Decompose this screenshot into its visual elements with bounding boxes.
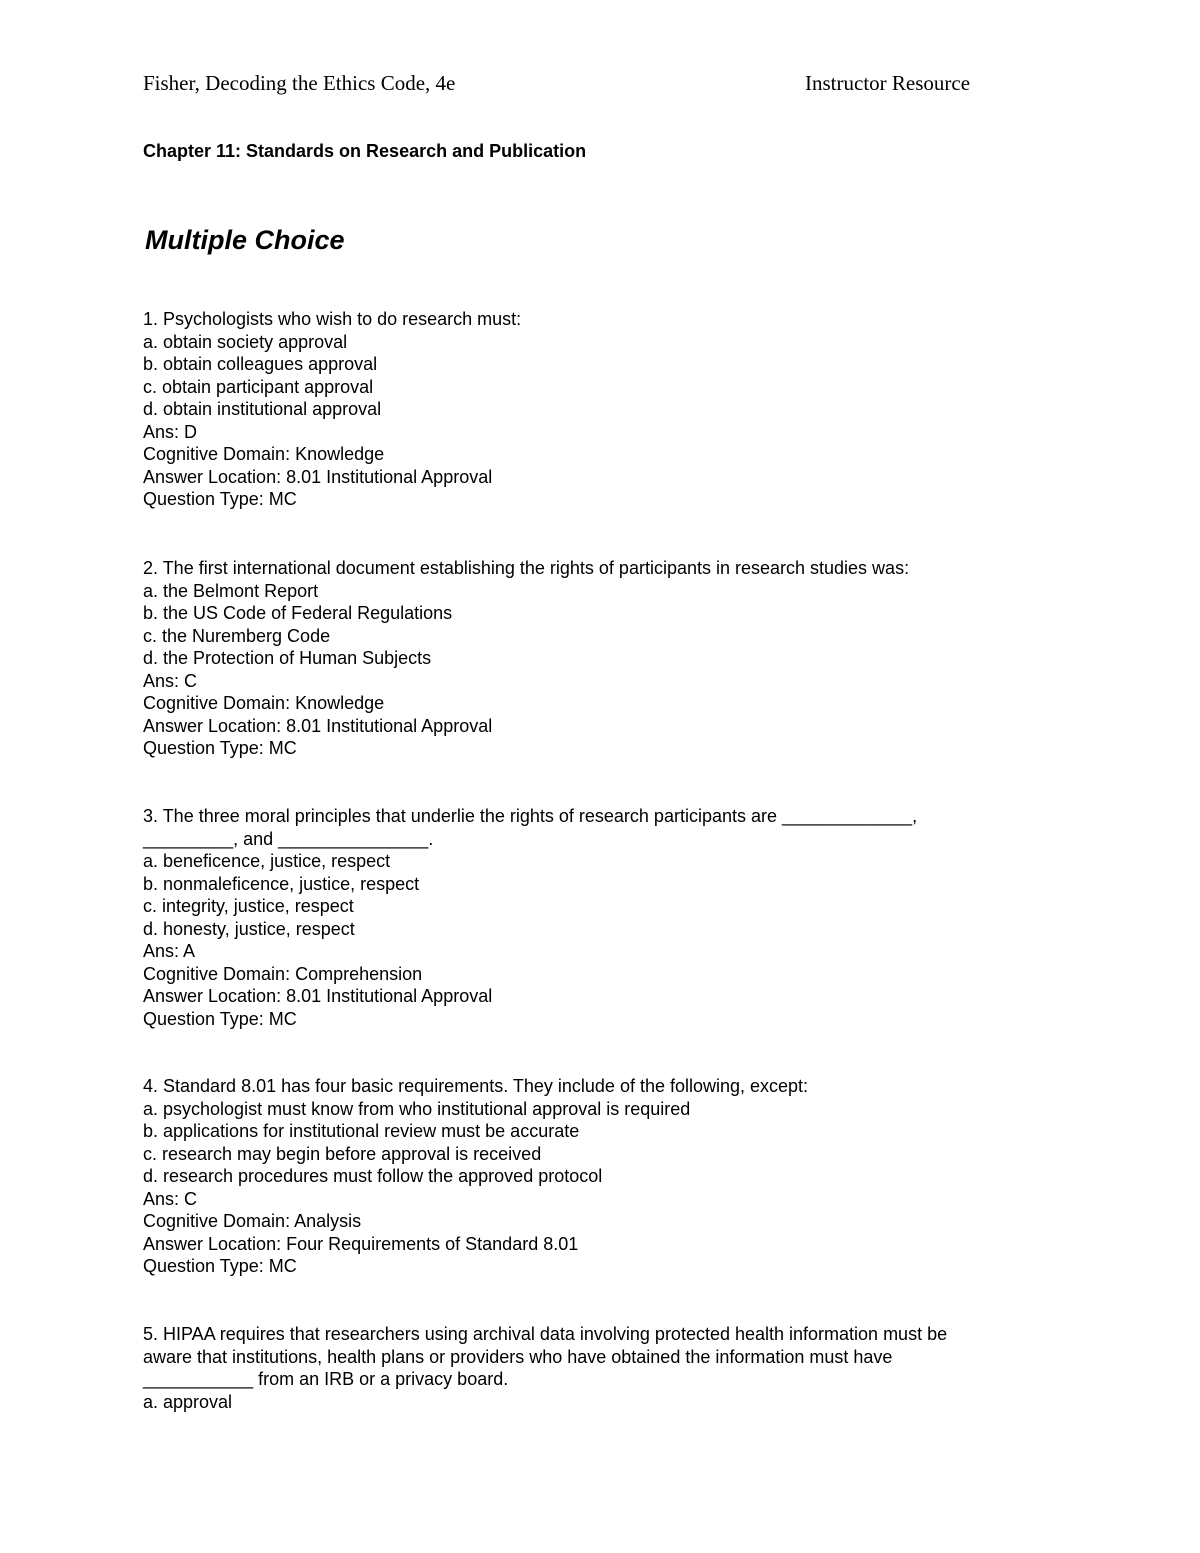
question-stem: 4. Standard 8.01 has four basic requirements. They include of the following, except: [143,1076,809,1096]
cognitive-domain: Cognitive Domain: Comprehension [143,963,423,984]
answer: Ans: A [143,941,196,961]
option-d: d. research procedures must follow the approved protocol [143,1166,603,1186]
question-stem-line-1: 5. HIPAA requires that researchers using archival data involving protected health information must be [143,1324,948,1344]
document-header-right: Instructor Resource [805,71,971,95]
question-stem: 2. The first international document establishing the rights of participants in research studies was: [143,558,910,578]
option-d: d. honesty, justice, respect [143,918,355,939]
option-c: c. integrity, justice, respect [143,896,354,916]
answer-location: Answer Location: 8.01 Institutional Approval [143,986,493,1006]
option-b: b. applications for institutional review must be accurate [143,1121,580,1141]
question-stem: 1. Psychologists who wish to do research must: [143,309,522,329]
question-3 [143,805,1043,1030]
question-type: Question Type: MC [143,738,297,758]
answer-location: Answer Location: 8.01 Institutional Approval [143,715,493,736]
answer-location: Answer Location: Four Requirements of Standard 8.01 [143,1233,579,1254]
cognitive-domain: Cognitive Domain: Knowledge [143,693,385,713]
question-stem-line-2: _________, and _______________. [143,828,434,849]
question-type: Question Type: MC [143,1008,297,1029]
option-c: c. research may begin before approval is received [143,1143,542,1164]
answer: Ans: C [143,1188,198,1209]
question-stem-line-1: 3. The three moral principles that underlie the rights of research participants are _____________, [143,806,918,826]
option-a: a. approval [143,1391,233,1412]
option-b: b. the US Code of Federal Regulations [143,603,453,623]
answer-location: Answer Location: 8.01 Institutional Approval [143,466,493,487]
question-1 [143,308,1043,511]
question-5 [143,1323,1043,1413]
question-stem-line-2: aware that institutions, health plans or providers who have obtained the information must have [143,1346,893,1367]
question-stem-line-3: ___________ from an IRB or a privacy board. [143,1369,509,1389]
document-header-left: Fisher, Decoding the Ethics Code, 4e [143,71,456,95]
option-c: c. obtain participant approval [143,376,374,397]
question-4 [143,1075,1043,1278]
answer: Ans: D [143,421,198,442]
question-type: Question Type: MC [143,1256,297,1276]
option-a: a. the Belmont Report [143,580,319,601]
option-a: a. beneficence, justice, respect [143,851,391,871]
option-c: c. the Nuremberg Code [143,625,331,646]
option-a: a. psychologist must know from who institutional approval is required [143,1098,691,1119]
option-b: b. nonmaleficence, justice, respect [143,873,420,894]
option-d: d. the Protection of Human Subjects [143,648,432,668]
option-d: d. obtain institutional approval [143,399,382,419]
section-title: Multiple Choice [145,225,345,255]
option-b: b. obtain colleagues approval [143,354,378,374]
question-2 [143,557,1043,760]
answer: Ans: C [143,670,198,691]
question-type: Question Type: MC [143,489,297,509]
cognitive-domain: Cognitive Domain: Analysis [143,1211,362,1231]
option-a: a. obtain society approval [143,331,348,352]
chapter-title: Chapter 11: Standards on Research and Publication [143,141,587,161]
cognitive-domain: Cognitive Domain: Knowledge [143,444,385,464]
